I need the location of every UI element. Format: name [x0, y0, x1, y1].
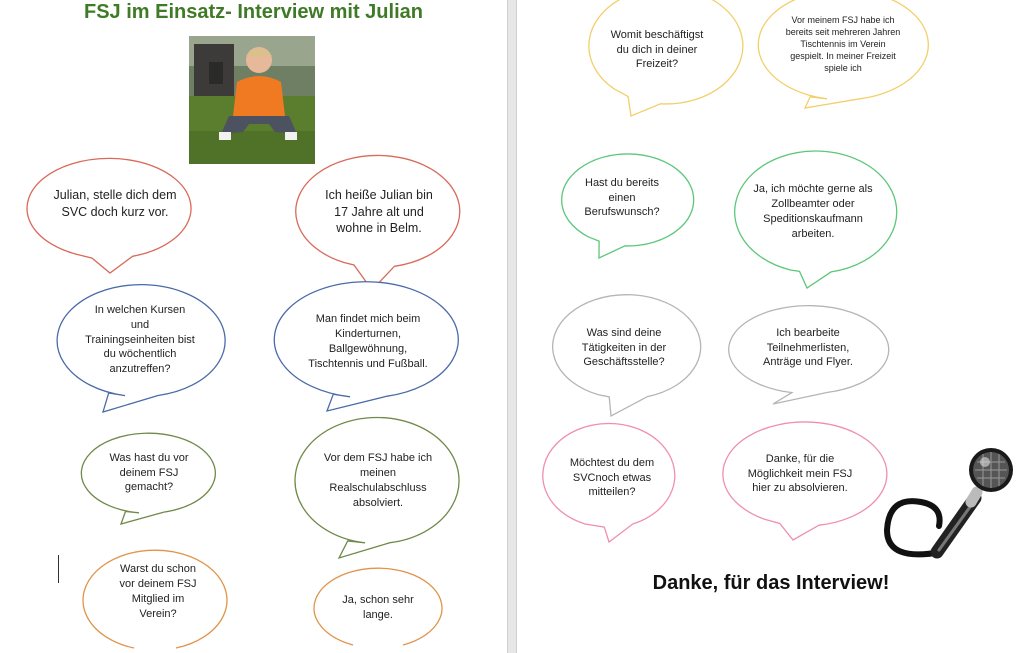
speech-bubble-question-before-fsj [81, 432, 217, 524]
speech-bubble-question-message [545, 424, 679, 542]
bubble-text: Vor meinem FSJ habe ich bereits seit mehreren Jahren Tischtennis im Verein gespielt. In meiner Freizeit spiele ich [785, 14, 901, 74]
speech-bubble-answer-tasks [727, 306, 889, 404]
speech-bubble-answer-hobbies [757, 0, 929, 108]
orange-shirt [233, 76, 285, 116]
document-page-right [516, 0, 1024, 653]
microphone-icon [877, 440, 1024, 570]
speech-bubble-answer-message [717, 422, 883, 540]
bubble-text: Was hast du vor deinem FSJ gemacht? [109, 451, 189, 494]
julian-photo [189, 36, 315, 164]
bubble-text: Womit beschäftigst du dich in deiner Freizeit? [610, 28, 704, 71]
bubble-text: Man findet mich beim Kinderturnen, Ballgewöhnung, Tischtennis und Fußball. [308, 313, 428, 370]
document-page-left [0, 0, 508, 653]
bubble-text: Hast du bereits einen Berufswunsch? [584, 176, 660, 219]
bubble-text: Möchtest du dem SVCnoch etwas mitteilen? [569, 456, 655, 499]
speech-bubble-answer-courses [275, 283, 461, 411]
speech-bubble-answer-member [313, 567, 443, 653]
bubble-text: Ja, schon sehr lange. [342, 594, 414, 621]
document-title: FSJ im Einsatz- Interview mit Julian [84, 1, 423, 23]
speech-bubble-answer-intro [296, 157, 462, 290]
bubble-text: Vor dem FSJ habe ich meinen Realschulabschluss absolviert. [323, 452, 433, 509]
bubble-text: Julian, stelle dich dem SVC doch kurz vor. [53, 188, 177, 219]
speech-bubble-question-hobbies [579, 0, 735, 116]
bubble-text: Warst du schon vor deinem FSJ Mitglied im Verein? [119, 563, 197, 620]
speech-bubble-question-intro [32, 153, 198, 273]
bubble-text: Danke, für die Möglichkeit mein FSJ hier zu absolvieren. [747, 452, 853, 495]
speech-bubble-question-tasks [549, 296, 699, 416]
bubble-text: Ich heiße Julian bin 17 Jahre alt und wohne in Belm. [325, 187, 433, 236]
speech-bubble-answer-career [731, 150, 895, 288]
bubble-text: Ich bearbeite Teilnehmerlisten, Anträge und Flyer. [763, 326, 853, 369]
bubble-text: Ja, ich möchte gerne als Zollbeamter oder Speditionskaufmann arbeiten. [753, 183, 873, 240]
speech-bubble-question-career [555, 152, 689, 258]
bubble-text: Was sind deine Tätigkeiten in der Geschäftsstelle? [581, 326, 667, 369]
speech-bubble-question-courses [55, 284, 225, 412]
text-cursor [58, 555, 59, 583]
speech-bubble-answer-before-fsj [295, 418, 461, 558]
bubble-text: In welchen Kursen und Trainingseinheiten bist du wöchentlich anzutreffen? [85, 303, 195, 376]
speech-bubble-question-member [84, 540, 230, 653]
closing-thanks: Danke, für das Interview! [652, 572, 890, 594]
